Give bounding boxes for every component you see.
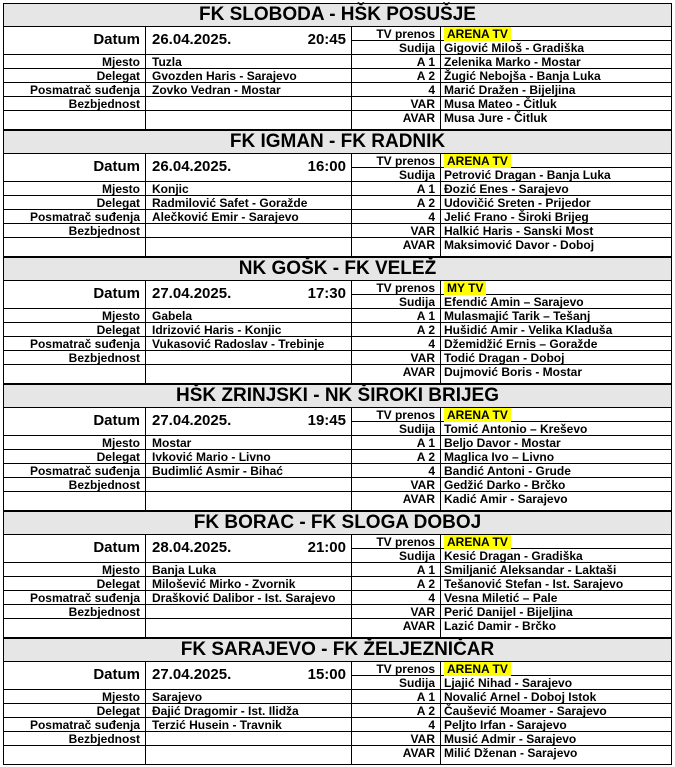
fourth-official-label: 4 bbox=[428, 337, 435, 351]
tv-broadcaster bbox=[444, 154, 668, 168]
var-label: VAR bbox=[410, 224, 435, 238]
fourth-official-value: Džemidžić Ernis – Goražde bbox=[444, 337, 598, 351]
assistant-1-value: Smiljanić Aleksandar - Laktaši bbox=[444, 563, 617, 577]
match-time: 17:30 bbox=[307, 285, 346, 302]
table-rule bbox=[440, 280, 441, 383]
table-rule bbox=[440, 407, 441, 510]
assistant-1-value: Zelenika Marko - Mostar bbox=[444, 55, 581, 69]
table-rule bbox=[145, 407, 146, 510]
assistant-1-label: A 1 bbox=[416, 436, 435, 450]
tv-label: TV prenos bbox=[376, 662, 435, 676]
match-block bbox=[3, 130, 672, 257]
var-value: Perić Danijel - Bijeljina bbox=[444, 605, 573, 619]
venue-label: Mjesto bbox=[101, 182, 140, 196]
observer-label: Posmatrač suđenja bbox=[29, 210, 140, 224]
delegate-value: Gvozden Haris - Sarajevo bbox=[152, 69, 297, 83]
match-time: 19:45 bbox=[307, 412, 346, 429]
tv-broadcaster-name: ARENA TV bbox=[444, 662, 511, 676]
observer-value: Alečković Emir - Sarajevo bbox=[152, 210, 299, 224]
referee-label: Sudija bbox=[398, 295, 435, 309]
avar-label: AVAR bbox=[402, 619, 435, 633]
tv-broadcaster-name: ARENA TV bbox=[444, 154, 511, 168]
assistant-1-label: A 1 bbox=[416, 690, 435, 704]
match-block bbox=[3, 257, 672, 384]
assistant-2-label: A 2 bbox=[416, 196, 435, 210]
match-title: FK BORAC - FK SLOGA DOBOJ bbox=[4, 512, 671, 535]
delegate-value: Milošević Mirko - Zvornik bbox=[152, 577, 296, 591]
tv-broadcaster bbox=[444, 281, 668, 295]
fourth-official-label: 4 bbox=[428, 464, 435, 478]
tv-label: TV prenos bbox=[376, 27, 435, 41]
table-rule bbox=[145, 153, 146, 256]
match-block bbox=[3, 638, 672, 765]
assistant-1-label: A 1 bbox=[416, 563, 435, 577]
var-value: Gedžić Darko - Brčko bbox=[444, 478, 566, 492]
delegate-value: Idrizović Haris - Konjic bbox=[152, 323, 282, 337]
var-label: VAR bbox=[410, 605, 435, 619]
match-time: 21:00 bbox=[307, 539, 346, 556]
match-title: NK GOŠK - FK VELEŽ bbox=[4, 258, 671, 281]
venue-value: Gabela bbox=[152, 309, 193, 323]
referee-label: Sudija bbox=[398, 41, 435, 55]
tv-label: TV prenos bbox=[376, 408, 435, 422]
venue-value: Mostar bbox=[152, 436, 192, 450]
security-label: Bezbjednost bbox=[68, 351, 140, 365]
observer-value: Zovko Vedran - Mostar bbox=[152, 83, 281, 97]
avar-value: Dujmović Boris - Mostar bbox=[444, 365, 583, 379]
observer-value: Budimlić Asmir - Bihać bbox=[152, 464, 283, 478]
venue-value: Sarajevo bbox=[152, 690, 203, 704]
tv-broadcaster bbox=[444, 662, 668, 676]
var-label: VAR bbox=[410, 478, 435, 492]
assistant-2-label: A 2 bbox=[416, 577, 435, 591]
tv-broadcaster-name: ARENA TV bbox=[444, 27, 511, 41]
match-time: 20:45 bbox=[307, 31, 346, 48]
match-title: FK IGMAN - FK RADNIK bbox=[4, 131, 671, 154]
referee-label: Sudija bbox=[398, 549, 435, 563]
match-date: 26.04.2025. bbox=[152, 158, 232, 175]
security-label: Bezbjednost bbox=[68, 224, 140, 238]
match-block bbox=[3, 384, 672, 511]
fourth-official-value: Jelić Frano - Široki Brijeg bbox=[444, 210, 589, 224]
var-label: VAR bbox=[410, 351, 435, 365]
assistant-1-value: Novalić Arnel - Doboj Istok bbox=[444, 690, 597, 704]
assistant-2-label: A 2 bbox=[416, 704, 435, 718]
datum-label: Datum bbox=[93, 666, 140, 683]
tv-label: TV prenos bbox=[376, 154, 435, 168]
security-label: Bezbjednost bbox=[68, 732, 140, 746]
avar-value: Maksimović Davor - Doboj bbox=[444, 238, 595, 252]
avar-value: Milić Dženan - Sarajevo bbox=[444, 746, 578, 760]
var-label: VAR bbox=[410, 732, 435, 746]
delegate-value: Ivković Mario - Livno bbox=[152, 450, 271, 464]
datum-label: Datum bbox=[93, 31, 140, 48]
assistant-2-value: Tešanović Stefan - Ist. Sarajevo bbox=[444, 577, 624, 591]
var-value: Musa Mateo - Čitluk bbox=[444, 97, 557, 111]
table-rule bbox=[440, 661, 441, 764]
observer-value: Drašković Dalibor - Ist. Sarajevo bbox=[152, 591, 336, 605]
table-rule bbox=[145, 661, 146, 764]
table-rule bbox=[145, 534, 146, 637]
observer-value: Vukasović Radoslav - Trebinje bbox=[152, 337, 325, 351]
fourth-official-label: 4 bbox=[428, 718, 435, 732]
match-block bbox=[3, 511, 672, 638]
delegate-label: Delegat bbox=[96, 196, 140, 210]
venue-value: Banja Luka bbox=[152, 563, 217, 577]
var-value: Halkić Haris - Sanski Most bbox=[444, 224, 594, 238]
assistant-2-label: A 2 bbox=[416, 450, 435, 464]
delegate-label: Delegat bbox=[96, 577, 140, 591]
fourth-official-label: 4 bbox=[428, 83, 435, 97]
assistant-1-label: A 1 bbox=[416, 182, 435, 196]
avar-label: AVAR bbox=[402, 111, 435, 125]
match-date: 27.04.2025. bbox=[152, 666, 232, 683]
venue-label: Mjesto bbox=[101, 563, 140, 577]
security-label: Bezbjednost bbox=[68, 97, 140, 111]
venue-value: Tuzla bbox=[152, 55, 182, 69]
assistant-2-value: Hušidić Amir - Velika Kladuša bbox=[444, 323, 613, 337]
tv-broadcaster bbox=[444, 408, 668, 422]
observer-label: Posmatrač suđenja bbox=[29, 464, 140, 478]
assistant-2-label: A 2 bbox=[416, 69, 435, 83]
tv-broadcaster-name: ARENA TV bbox=[444, 535, 511, 549]
observer-label: Posmatrač suđenja bbox=[29, 337, 140, 351]
assistant-1-value: Mulasmajić Tarik – Tešanj bbox=[444, 309, 591, 323]
table-rule bbox=[351, 661, 352, 764]
match-title: HŠK ZRINJSKI - NK ŠIROKI BRIJEG bbox=[4, 385, 671, 408]
table-rule bbox=[440, 26, 441, 129]
fourth-official-label: 4 bbox=[428, 210, 435, 224]
table-rule bbox=[440, 153, 441, 256]
avar-value: Musa Jure - Čitluk bbox=[444, 111, 548, 125]
observer-label: Posmatrač suđenja bbox=[29, 83, 140, 97]
tv-broadcaster-name: ARENA TV bbox=[444, 408, 511, 422]
referee-label: Sudija bbox=[398, 168, 435, 182]
referee-value: Efendić Amin – Sarajevo bbox=[444, 295, 584, 309]
assistant-2-value: Udovičić Sreten - Prijedor bbox=[444, 196, 591, 210]
avar-label: AVAR bbox=[402, 746, 435, 760]
datum-label: Datum bbox=[93, 158, 140, 175]
avar-label: AVAR bbox=[402, 492, 435, 506]
match-time: 16:00 bbox=[307, 158, 346, 175]
assistant-2-value: Čaušević Moamer - Sarajevo bbox=[444, 704, 607, 718]
match-title: FK SARAJEVO - FK ŽELJEZNIČAR bbox=[4, 639, 671, 662]
fourth-official-value: Vesna Miletić – Pale bbox=[444, 591, 558, 605]
match-date: 27.04.2025. bbox=[152, 285, 232, 302]
observer-label: Posmatrač suđenja bbox=[29, 718, 140, 732]
table-rule bbox=[351, 26, 352, 129]
table-rule bbox=[145, 280, 146, 383]
observer-label: Posmatrač suđenja bbox=[29, 591, 140, 605]
delegate-label: Delegat bbox=[96, 323, 140, 337]
match-date: 26.04.2025. bbox=[152, 31, 232, 48]
venue-label: Mjesto bbox=[101, 309, 140, 323]
avar-label: AVAR bbox=[402, 365, 435, 379]
fourth-official-label: 4 bbox=[428, 591, 435, 605]
venue-label: Mjesto bbox=[101, 436, 140, 450]
referee-label: Sudija bbox=[398, 422, 435, 436]
referee-value: Gigović Miloš - Gradiška bbox=[444, 41, 585, 55]
table-rule bbox=[351, 534, 352, 637]
avar-label: AVAR bbox=[402, 238, 435, 252]
tv-broadcaster-name: MY TV bbox=[444, 281, 486, 295]
venue-value: Konjic bbox=[152, 182, 189, 196]
table-rule bbox=[351, 407, 352, 510]
delegate-label: Delegat bbox=[96, 450, 140, 464]
tv-label: TV prenos bbox=[376, 281, 435, 295]
avar-value: Lazić Damir - Brčko bbox=[444, 619, 557, 633]
security-label: Bezbjednost bbox=[68, 605, 140, 619]
table-rule bbox=[145, 26, 146, 129]
avar-value: Kadić Amir - Sarajevo bbox=[444, 492, 568, 506]
assistant-1-label: A 1 bbox=[416, 55, 435, 69]
delegate-label: Delegat bbox=[96, 704, 140, 718]
table-rule bbox=[351, 153, 352, 256]
match-block bbox=[3, 3, 672, 130]
referee-value: Ljajić Nihad - Sarajevo bbox=[444, 676, 573, 690]
match-date: 28.04.2025. bbox=[152, 539, 232, 556]
assistant-2-value: Žugić Nebojša - Banja Luka bbox=[444, 69, 601, 83]
observer-value: Terzić Husein - Travnik bbox=[152, 718, 282, 732]
table-rule bbox=[440, 534, 441, 637]
delegate-label: Delegat bbox=[96, 69, 140, 83]
var-label: VAR bbox=[410, 97, 435, 111]
tv-broadcaster bbox=[444, 27, 668, 41]
fourth-official-value: Marić Dražen - Bijeljina bbox=[444, 83, 576, 97]
referee-label: Sudija bbox=[398, 676, 435, 690]
match-date: 27.04.2025. bbox=[152, 412, 232, 429]
datum-label: Datum bbox=[93, 412, 140, 429]
assistant-1-value: Beljo Davor - Mostar bbox=[444, 436, 561, 450]
fourth-official-value: Peljto Irfan - Sarajevo bbox=[444, 718, 567, 732]
fourth-official-value: Bandić Antoni - Grude bbox=[444, 464, 571, 478]
referee-value: Petrović Dragan - Banja Luka bbox=[444, 168, 611, 182]
referee-value: Tomić Antonio – Kreševo bbox=[444, 422, 588, 436]
delegate-value: Radmilović Safet - Goražde bbox=[152, 196, 308, 210]
var-value: Musić Admir - Sarajevo bbox=[444, 732, 577, 746]
datum-label: Datum bbox=[93, 285, 140, 302]
assistant-2-value: Maglica Ivo – Livno bbox=[444, 450, 555, 464]
datum-label: Datum bbox=[93, 539, 140, 556]
tv-label: TV prenos bbox=[376, 535, 435, 549]
venue-label: Mjesto bbox=[101, 690, 140, 704]
delegate-value: Đajić Dragomir - Ist. Ilidža bbox=[152, 704, 299, 718]
table-rule bbox=[351, 280, 352, 383]
venue-label: Mjesto bbox=[101, 55, 140, 69]
assistant-1-value: Đozić Enes - Sarajevo bbox=[444, 182, 569, 196]
var-value: Todić Dragan - Doboj bbox=[444, 351, 565, 365]
security-label: Bezbjednost bbox=[68, 478, 140, 492]
referee-value: Kesić Dragan - Gradiška bbox=[444, 549, 583, 563]
tv-broadcaster bbox=[444, 535, 668, 549]
match-title: FK SLOBODA - HŠK POSUŠJE bbox=[4, 4, 671, 27]
assistant-2-label: A 2 bbox=[416, 323, 435, 337]
assistant-1-label: A 1 bbox=[416, 309, 435, 323]
match-time: 15:00 bbox=[307, 666, 346, 683]
